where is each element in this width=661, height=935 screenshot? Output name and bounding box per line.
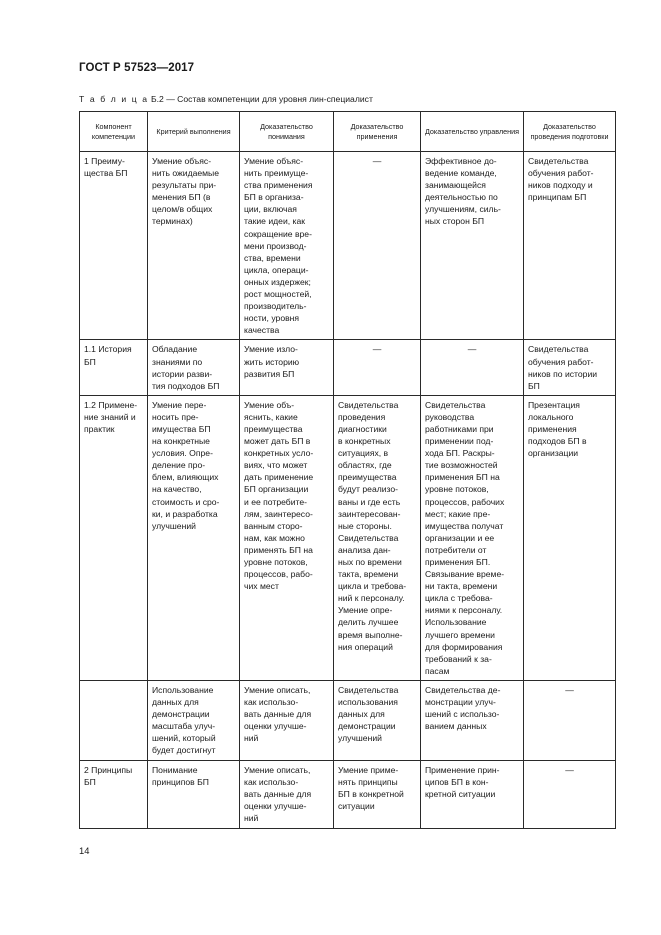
table-row — [80, 340, 616, 395]
cell-training: Презентация локального применения подходов БП в организации — [524, 395, 616, 680]
cell-criterion: Обладание знаниями по истории разви- тия подходов БП — [148, 340, 240, 395]
cell-management: Свидетельства де- монстрации улуч- шений с использо- ванием данных — [421, 680, 524, 760]
document-code: ГОСТ Р 57523—2017 — [79, 62, 195, 74]
cell-management: Эффективное до- ведение команде, занимающейся деятельностью по улучшениям, силь- ных сторон БП — [421, 152, 524, 340]
column-header: Критерий выполнения — [148, 112, 240, 152]
table-caption — [79, 94, 373, 104]
cell-component: 1 Преиму- щества БП — [80, 152, 148, 340]
cell-understanding: Умение описать, как использо- вать данные для оценки улучше- ний — [240, 760, 334, 828]
cell-application: — — [334, 152, 421, 340]
cell-component: 1.2 Примене- ние знаний и практик — [80, 395, 148, 680]
cell-application: Умение приме- нять принципы БП в конкретной ситуации — [334, 760, 421, 828]
cell-criterion: Умение пере- носить пре- имущества БП на конкретные условия. Опре- деление про- блем, влияющих на качество, стоимость и сро- ки, и разработка улучшений — [148, 395, 240, 680]
cell-criterion: Использование данных для демонстрации масштаба улуч- шений, который будет достигнут — [148, 680, 240, 760]
column-header: Доказательство применения — [334, 112, 421, 152]
cell-component: 2 Принципы БП — [80, 760, 148, 828]
cell-component: 1.1 История БП — [80, 340, 148, 395]
caption-label: Т а б л и ц а — [79, 94, 149, 104]
cell-application: — — [334, 340, 421, 395]
table-row — [80, 395, 616, 680]
table-row — [80, 680, 616, 760]
cell-criterion: Понимание принципов БП — [148, 760, 240, 828]
caption-title: — Состав компетенции для уровня лин-специалист — [166, 94, 373, 104]
cell-management: Свидетельства руководства работниками при применении под- хода БП. Раскры- тие возможностей применения БП на уровне потоков, процессов, рабочих мест; какие пре- имущества получат организации и ее потребители от применения БП. Связывание време- ни такта, времени цикла с требова- ниями к персоналу. Использование лучшего времени для формирования требований к за- пасам — [421, 395, 524, 680]
cell-management: Применение прин- ципов БП в кон- кретной ситуации — [421, 760, 524, 828]
cell-training: Свидетельства обучения работ- ников подходу и принципам БП — [524, 152, 616, 340]
cell-understanding: Умение описать, как использо- вать данные для оценки улучше- ний — [240, 680, 334, 760]
cell-training: — — [524, 680, 616, 760]
cell-application: Свидетельства проведения диагностики в конкретных ситуациях, в областях, где преимущества будут реализо- ваны и где есть заинтересован- ные стороны. Свидетельства анализа дан- ных по времени такта, времени цикла и требова- ний к персоналу. Умение опре- делить лучшее время выполне- ния операций — [334, 395, 421, 680]
column-header: Доказательство управления — [421, 112, 524, 152]
table-header-row — [80, 112, 616, 152]
cell-management: — — [421, 340, 524, 395]
cell-component — [80, 680, 148, 760]
column-header: Компонент компетенции — [80, 112, 148, 152]
competence-table — [79, 111, 616, 829]
table-row — [80, 760, 616, 828]
column-header: Доказательство проведения подготовки — [524, 112, 616, 152]
column-header: Доказательство понимания — [240, 112, 334, 152]
cell-understanding: Умение объяс- нить преимуще- ства применения БП в организа- ции, включая такие идеи, как сокращение вре- мени производ- ства, времени цикла, операци- онных издержек; рост мощностей, производитель- ности, уровня качества — [240, 152, 334, 340]
cell-criterion: Умение объяс- нить ожидаемые результаты при- менения БП (в целом/в общих терминах) — [148, 152, 240, 340]
cell-training: — — [524, 760, 616, 828]
page-number: 14 — [79, 845, 90, 856]
table-row — [80, 152, 616, 340]
cell-understanding: Умение объ- яснить, какие преимущества может дать БП в конкретных усло- виях, что может дать применение БП организации и ее потребите- лям, заинтересо- ванным сторо- нам, как можно применять БП на уровне потоков, процессов, рабо- чих мест — [240, 395, 334, 680]
cell-training: Свидетельства обучения работ- ников по истории БП — [524, 340, 616, 395]
caption-number: Б.2 — [150, 94, 164, 104]
cell-application: Свидетельства использования данных для демонстрации улучшений — [334, 680, 421, 760]
cell-understanding: Умение изло- жить историю развития БП — [240, 340, 334, 395]
